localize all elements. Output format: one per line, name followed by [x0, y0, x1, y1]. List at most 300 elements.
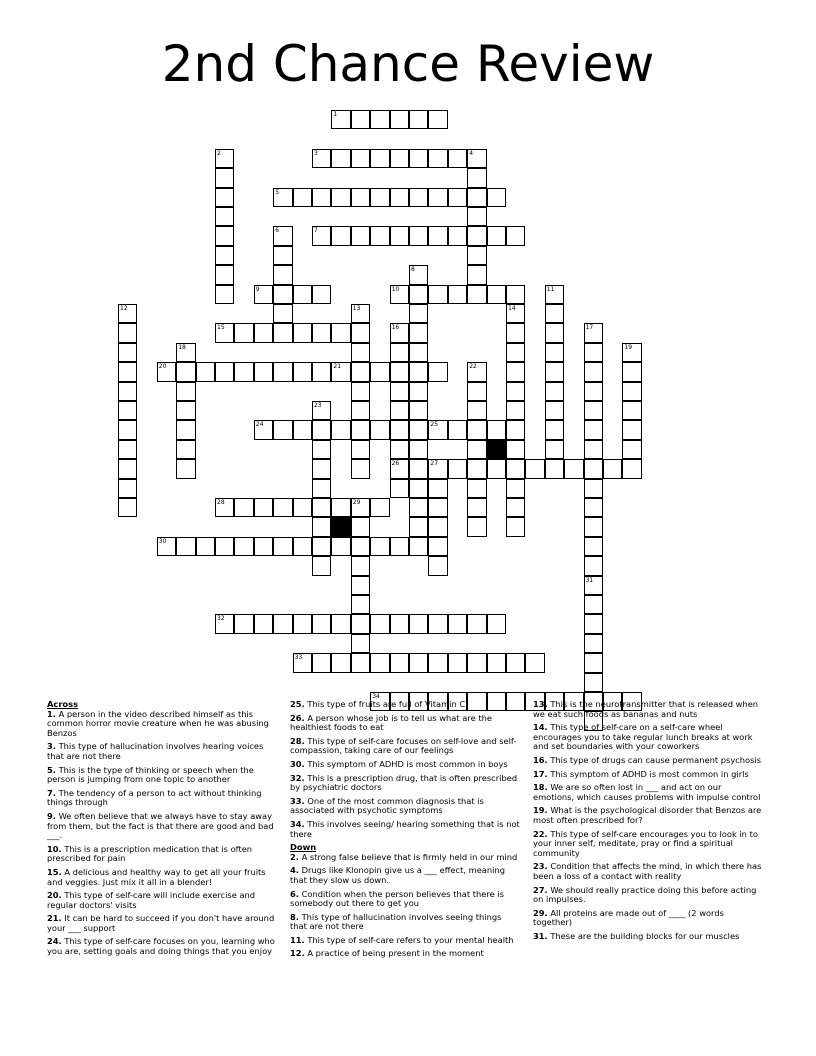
grid-cell[interactable] — [409, 653, 428, 672]
across-clue-list-continued — [290, 700, 520, 839]
grid-cell[interactable] — [118, 304, 137, 323]
grid-cell[interactable] — [467, 459, 486, 478]
grid-cell[interactable] — [506, 653, 525, 672]
grid-cell[interactable] — [331, 188, 350, 207]
grid-cell[interactable] — [448, 420, 467, 439]
grid-cell[interactable] — [409, 614, 428, 633]
grid-cell[interactable] — [409, 265, 428, 284]
grid-cell[interactable] — [409, 401, 428, 420]
grid-cell[interactable] — [312, 459, 331, 478]
grid-cell[interactable] — [564, 459, 583, 478]
grid-cell[interactable] — [293, 285, 312, 304]
grid-cell[interactable] — [428, 498, 447, 517]
grid-cell[interactable] — [118, 323, 137, 342]
clue-item — [290, 949, 520, 959]
grid-cell[interactable] — [312, 440, 331, 459]
grid-cell[interactable] — [545, 285, 564, 304]
grid-cell[interactable] — [545, 440, 564, 459]
grid-cell[interactable] — [409, 440, 428, 459]
grid-cell[interactable] — [506, 362, 525, 381]
grid-cell[interactable] — [118, 362, 137, 381]
grid-cell[interactable] — [331, 537, 350, 556]
grid-cell[interactable] — [312, 362, 331, 381]
grid-cell[interactable] — [525, 459, 544, 478]
grid-cell[interactable] — [273, 614, 292, 633]
grid-cell[interactable] — [215, 149, 234, 168]
grid-cell[interactable] — [293, 498, 312, 517]
grid-cell[interactable] — [467, 246, 486, 265]
grid-cell[interactable] — [428, 420, 447, 439]
grid-cell[interactable] — [545, 401, 564, 420]
grid-cell[interactable] — [545, 362, 564, 381]
grid-cell[interactable] — [390, 285, 409, 304]
grid-cell[interactable] — [118, 440, 137, 459]
grid-cell[interactable] — [428, 537, 447, 556]
clue-item — [47, 937, 277, 956]
grid-cell[interactable] — [293, 614, 312, 633]
grid-cell[interactable] — [584, 595, 603, 614]
grid-cell[interactable] — [448, 149, 467, 168]
grid-cell[interactable] — [487, 188, 506, 207]
grid-cell[interactable] — [390, 343, 409, 362]
grid-cell[interactable] — [390, 420, 409, 439]
grid-cell[interactable] — [487, 653, 506, 672]
grid-cell[interactable] — [584, 537, 603, 556]
grid-cell[interactable] — [506, 420, 525, 439]
grid-cell[interactable] — [331, 110, 350, 129]
grid-cell[interactable] — [351, 517, 370, 536]
grid-cell[interactable] — [467, 265, 486, 284]
grid-cell[interactable] — [351, 149, 370, 168]
grid-cell[interactable] — [215, 207, 234, 226]
clue-item — [533, 756, 765, 766]
grid-cell[interactable] — [234, 498, 253, 517]
grid-cell[interactable] — [370, 226, 389, 245]
grid-cell[interactable] — [331, 149, 350, 168]
grid-cell[interactable] — [312, 556, 331, 575]
grid-cell[interactable] — [196, 362, 215, 381]
grid-cell[interactable] — [428, 459, 447, 478]
grid-cell[interactable] — [467, 498, 486, 517]
grid-cell[interactable] — [584, 634, 603, 653]
grid-cell[interactable] — [390, 653, 409, 672]
grid-cell[interactable] — [467, 226, 486, 245]
grid-cell[interactable] — [273, 362, 292, 381]
clue-number-label: 20. — [47, 890, 62, 901]
grid-cell[interactable] — [467, 401, 486, 420]
grid-cell[interactable] — [584, 673, 603, 692]
grid-cell[interactable] — [176, 459, 195, 478]
grid-cell[interactable] — [545, 304, 564, 323]
grid-cell[interactable] — [351, 420, 370, 439]
grid-cell[interactable] — [487, 285, 506, 304]
grid-cell[interactable] — [176, 382, 195, 401]
grid-cell[interactable] — [331, 498, 350, 517]
grid-cell[interactable] — [409, 382, 428, 401]
grid-cell[interactable] — [487, 226, 506, 245]
grid-cell[interactable] — [506, 304, 525, 323]
grid-cell[interactable] — [467, 382, 486, 401]
grid-cell[interactable] — [467, 168, 486, 187]
grid-cell[interactable] — [118, 459, 137, 478]
grid-cell[interactable] — [409, 362, 428, 381]
grid-cell[interactable] — [370, 110, 389, 129]
grid-cell[interactable] — [215, 265, 234, 284]
grid-cell[interactable] — [390, 149, 409, 168]
grid-cell[interactable] — [118, 382, 137, 401]
grid-cell[interactable] — [351, 382, 370, 401]
grid-cell[interactable] — [584, 556, 603, 575]
grid-cell[interactable] — [312, 149, 331, 168]
grid-cell[interactable] — [331, 362, 350, 381]
grid-cell[interactable] — [622, 420, 641, 439]
grid-cell[interactable] — [331, 653, 350, 672]
grid-cell[interactable] — [312, 226, 331, 245]
grid-cell[interactable] — [390, 226, 409, 245]
black-cell — [331, 517, 350, 536]
grid-cell[interactable] — [273, 323, 292, 342]
grid-cell[interactable] — [545, 382, 564, 401]
grid-cell[interactable] — [467, 207, 486, 226]
grid-cell[interactable] — [273, 188, 292, 207]
grid-cell[interactable] — [409, 188, 428, 207]
grid-cell[interactable] — [293, 323, 312, 342]
grid-cell[interactable] — [428, 517, 447, 536]
grid-cell[interactable] — [622, 343, 641, 362]
grid-cell[interactable] — [448, 653, 467, 672]
clue-number: 2 — [217, 149, 221, 157]
grid-cell[interactable] — [351, 343, 370, 362]
grid-cell[interactable] — [448, 188, 467, 207]
grid-cell[interactable] — [273, 420, 292, 439]
grid-cell[interactable] — [273, 246, 292, 265]
grid-cell[interactable] — [584, 498, 603, 517]
grid-cell[interactable] — [215, 285, 234, 304]
grid-cell[interactable] — [622, 440, 641, 459]
grid-cell[interactable] — [390, 382, 409, 401]
grid-cell[interactable] — [409, 285, 428, 304]
clue-text: This type of fruits are full of Vitamin C — [304, 699, 466, 709]
grid-cell[interactable] — [448, 226, 467, 245]
grid-cell[interactable] — [390, 479, 409, 498]
grid-cell[interactable] — [428, 479, 447, 498]
clue-number: 17 — [585, 324, 594, 332]
puzzle-title: 2nd Chance Review — [161, 35, 655, 93]
grid-cell[interactable] — [506, 343, 525, 362]
grid-cell[interactable] — [215, 498, 234, 517]
grid-cell[interactable] — [176, 401, 195, 420]
grid-cell[interactable] — [176, 362, 195, 381]
grid-cell[interactable] — [428, 188, 447, 207]
grid-cell[interactable] — [215, 362, 234, 381]
grid-cell[interactable] — [370, 188, 389, 207]
grid-cell[interactable] — [351, 188, 370, 207]
grid-cell[interactable] — [545, 459, 564, 478]
clue-number: 23 — [314, 402, 322, 409]
grid-cell[interactable] — [351, 459, 370, 478]
grid-cell[interactable] — [351, 595, 370, 614]
grid-cell[interactable] — [215, 168, 234, 187]
clue-number-label: 10. — [47, 843, 62, 854]
grid-cell[interactable] — [351, 614, 370, 633]
grid-cell[interactable] — [157, 537, 176, 556]
grid-cell[interactable] — [506, 459, 525, 478]
grid-cell[interactable] — [409, 343, 428, 362]
grid-cell[interactable] — [215, 246, 234, 265]
grid-cell[interactable] — [351, 634, 370, 653]
grid-cell[interactable] — [176, 420, 195, 439]
grid-cell[interactable] — [370, 614, 389, 633]
grid-cell[interactable] — [584, 343, 603, 362]
grid-cell[interactable] — [622, 362, 641, 381]
grid-cell[interactable] — [467, 149, 486, 168]
grid-cell[interactable] — [370, 149, 389, 168]
grid-cell[interactable] — [370, 420, 389, 439]
grid-cell[interactable] — [428, 226, 447, 245]
grid-cell[interactable] — [196, 537, 215, 556]
clue-text: A delicious and healthy way to get all your fruits and veggies. Just mix it all in a blender! — [47, 866, 266, 887]
grid-cell[interactable] — [254, 498, 273, 517]
across-heading: Across — [47, 699, 79, 709]
grid-cell[interactable] — [409, 537, 428, 556]
grid-cell[interactable] — [409, 459, 428, 478]
grid-cell[interactable] — [390, 188, 409, 207]
grid-cell[interactable] — [273, 537, 292, 556]
grid-cell[interactable] — [351, 323, 370, 342]
grid-cell[interactable] — [467, 614, 486, 633]
grid-cell[interactable] — [176, 537, 195, 556]
grid-cell[interactable] — [428, 285, 447, 304]
grid-cell[interactable] — [234, 614, 253, 633]
grid-cell[interactable] — [487, 614, 506, 633]
clue-number-label: 14. — [533, 722, 548, 733]
clue-text: This is the neurotransmitter that is released when we eat such foods as bananas and nuts — [533, 699, 759, 719]
grid-cell[interactable] — [409, 498, 428, 517]
grid-cell[interactable] — [273, 304, 292, 323]
grid-cell[interactable] — [467, 440, 486, 459]
grid-cell[interactable] — [622, 401, 641, 420]
grid-cell[interactable] — [215, 188, 234, 207]
grid-cell[interactable] — [234, 323, 253, 342]
grid-cell[interactable] — [215, 323, 234, 342]
grid-cell[interactable] — [448, 614, 467, 633]
grid-cell[interactable] — [312, 517, 331, 536]
grid-cell[interactable] — [428, 614, 447, 633]
clue-column-3 — [533, 700, 765, 945]
grid-cell[interactable] — [584, 479, 603, 498]
grid-cell[interactable] — [370, 362, 389, 381]
grid-cell[interactable] — [351, 110, 370, 129]
grid-cell[interactable] — [584, 420, 603, 439]
grid-cell[interactable] — [312, 420, 331, 439]
grid-cell[interactable] — [351, 556, 370, 575]
grid-cell[interactable] — [428, 653, 447, 672]
grid-cell[interactable] — [390, 537, 409, 556]
grid-cell[interactable] — [525, 653, 544, 672]
grid-cell[interactable] — [506, 479, 525, 498]
grid-cell[interactable] — [584, 517, 603, 536]
grid-cell[interactable] — [584, 653, 603, 672]
grid-cell[interactable] — [506, 382, 525, 401]
grid-cell[interactable] — [254, 537, 273, 556]
grid-cell[interactable] — [467, 479, 486, 498]
grid-cell[interactable] — [351, 362, 370, 381]
grid-cell[interactable] — [428, 110, 447, 129]
grid-cell[interactable] — [390, 110, 409, 129]
grid-cell[interactable] — [273, 285, 292, 304]
clue-item — [533, 909, 765, 928]
grid-cell[interactable] — [293, 420, 312, 439]
grid-cell[interactable] — [293, 537, 312, 556]
grid-cell[interactable] — [409, 226, 428, 245]
grid-cell[interactable] — [312, 614, 331, 633]
clue-number-label: 34. — [290, 818, 305, 829]
grid-cell[interactable] — [254, 323, 273, 342]
grid-cell[interactable] — [312, 188, 331, 207]
grid-cell[interactable] — [273, 265, 292, 284]
grid-cell[interactable] — [428, 149, 447, 168]
clue-number: 18 — [178, 343, 186, 351]
grid-cell[interactable] — [409, 110, 428, 129]
grid-cell[interactable] — [506, 401, 525, 420]
grid-cell[interactable] — [390, 459, 409, 478]
grid-cell[interactable] — [390, 440, 409, 459]
grid-cell[interactable] — [351, 498, 370, 517]
grid-cell[interactable] — [487, 420, 506, 439]
clue-number: 22 — [469, 363, 477, 371]
grid-cell[interactable] — [584, 459, 603, 478]
grid-cell[interactable] — [118, 401, 137, 420]
grid-cell[interactable] — [273, 226, 292, 245]
grid-cell[interactable] — [215, 614, 234, 633]
grid-cell[interactable] — [118, 498, 137, 517]
grid-cell[interactable] — [409, 479, 428, 498]
grid-cell[interactable] — [467, 653, 486, 672]
grid-cell[interactable] — [506, 517, 525, 536]
grid-cell[interactable] — [409, 149, 428, 168]
grid-cell[interactable] — [254, 285, 273, 304]
clue-text: The tendency of a person to act without thinking things through — [47, 787, 262, 808]
grid-cell[interactable] — [312, 498, 331, 517]
grid-cell[interactable] — [118, 479, 137, 498]
grid-cell[interactable] — [584, 382, 603, 401]
grid-cell[interactable] — [506, 498, 525, 517]
grid-cell[interactable] — [390, 362, 409, 381]
grid-cell[interactable] — [409, 304, 428, 323]
grid-cell[interactable] — [506, 226, 525, 245]
grid-cell[interactable] — [545, 420, 564, 439]
clue-text: These are the building blocks for our muscles — [547, 930, 740, 941]
grid-cell[interactable] — [351, 576, 370, 595]
grid-cell[interactable] — [390, 614, 409, 633]
grid-cell[interactable] — [118, 420, 137, 439]
grid-cell[interactable] — [312, 323, 331, 342]
grid-cell[interactable] — [584, 401, 603, 420]
grid-cell[interactable] — [234, 362, 253, 381]
clue-item — [533, 862, 765, 881]
grid-cell[interactable] — [622, 382, 641, 401]
grid-cell[interactable] — [584, 576, 603, 595]
grid-cell[interactable] — [390, 323, 409, 342]
grid-cell[interactable] — [273, 498, 292, 517]
grid-cell[interactable] — [584, 440, 603, 459]
grid-cell[interactable] — [312, 537, 331, 556]
grid-cell[interactable] — [254, 614, 273, 633]
grid-cell[interactable] — [545, 323, 564, 342]
grid-cell[interactable] — [176, 440, 195, 459]
grid-cell[interactable] — [409, 420, 428, 439]
grid-cell[interactable] — [448, 459, 467, 478]
grid-cell[interactable] — [390, 401, 409, 420]
grid-cell[interactable] — [409, 517, 428, 536]
grid-cell[interactable] — [467, 420, 486, 439]
grid-cell[interactable] — [370, 537, 389, 556]
grid-cell[interactable] — [584, 323, 603, 342]
grid-cell[interactable] — [448, 285, 467, 304]
grid-cell[interactable] — [487, 459, 506, 478]
grid-cell[interactable] — [312, 401, 331, 420]
grid-cell[interactable] — [370, 498, 389, 517]
grid-cell[interactable] — [545, 343, 564, 362]
grid-cell[interactable] — [331, 226, 350, 245]
grid-cell[interactable] — [603, 459, 622, 478]
grid-cell[interactable] — [506, 285, 525, 304]
grid-cell[interactable] — [428, 556, 447, 575]
grid-cell[interactable] — [312, 653, 331, 672]
clue-number-label: 6. — [290, 888, 299, 899]
grid-cell[interactable] — [351, 653, 370, 672]
grid-cell[interactable] — [351, 226, 370, 245]
grid-cell[interactable] — [331, 323, 350, 342]
grid-cell[interactable] — [409, 323, 428, 342]
grid-cell[interactable] — [506, 440, 525, 459]
clue-text: This type of hallucination involves seeing things that are not there — [290, 911, 502, 932]
grid-cell[interactable] — [351, 537, 370, 556]
clue-number-label: 29. — [533, 907, 548, 918]
grid-cell[interactable] — [118, 343, 137, 362]
clue-text: This type of self-care refers to your mental health — [304, 934, 514, 945]
grid-cell[interactable] — [312, 285, 331, 304]
grid-cell[interactable] — [428, 362, 447, 381]
grid-cell[interactable] — [254, 420, 273, 439]
grid-cell[interactable] — [215, 537, 234, 556]
grid-cell[interactable] — [506, 323, 525, 342]
grid-cell[interactable] — [584, 362, 603, 381]
grid-cell[interactable] — [351, 401, 370, 420]
grid-cell[interactable] — [331, 420, 350, 439]
grid-cell[interactable] — [293, 188, 312, 207]
grid-cell[interactable] — [467, 517, 486, 536]
grid-cell[interactable] — [467, 362, 486, 381]
grid-cell[interactable] — [467, 285, 486, 304]
grid-cell[interactable] — [351, 440, 370, 459]
grid-cell[interactable] — [293, 653, 312, 672]
grid-cell[interactable] — [312, 479, 331, 498]
grid-cell[interactable] — [622, 459, 641, 478]
grid-cell[interactable] — [176, 343, 195, 362]
grid-cell[interactable] — [234, 537, 253, 556]
grid-cell[interactable] — [293, 362, 312, 381]
grid-cell[interactable] — [351, 304, 370, 323]
grid-cell[interactable] — [370, 653, 389, 672]
grid-cell[interactable] — [331, 614, 350, 633]
grid-cell[interactable] — [157, 362, 176, 381]
grid-cell[interactable] — [584, 614, 603, 633]
grid-cell[interactable] — [215, 226, 234, 245]
grid-cell[interactable] — [467, 188, 486, 207]
clue-item — [290, 760, 520, 770]
grid-cell[interactable] — [254, 362, 273, 381]
